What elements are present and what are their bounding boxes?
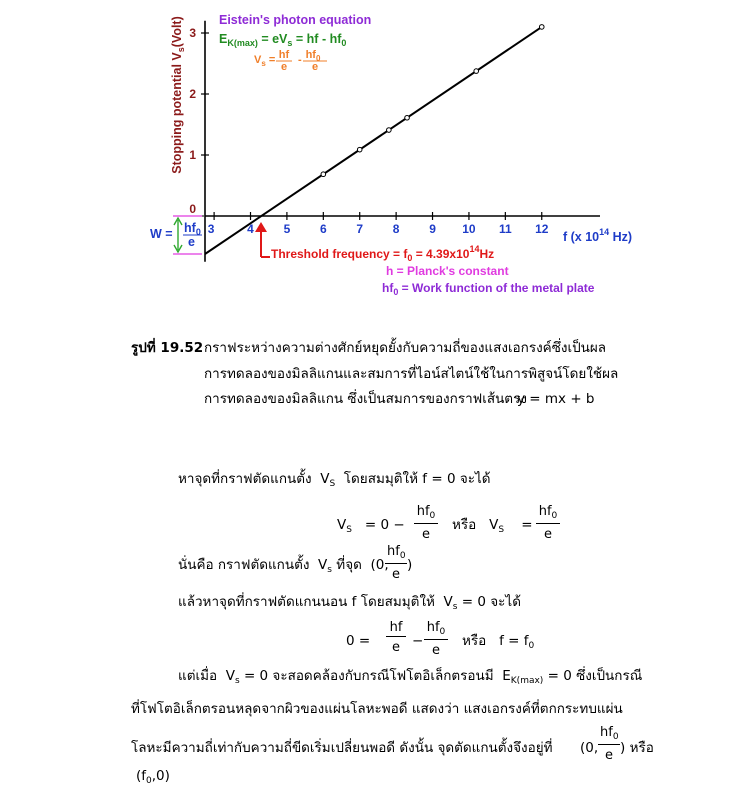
work-function-label (150, 221, 202, 249)
svg-text:hf0: $hf_0$ (184, 221, 201, 237)
caption-line-2: การทดลองของมิลลิแกนและสมการที่ไอน์สไตน์ใช้ในการพิสูจน์โดยใช้ผล (204, 366, 619, 382)
chart-title: Eistein's photon equation (219, 13, 372, 27)
fraction-hf-over-e: $\frac{hf}{e}$ (386, 621, 406, 654)
equation-vs-intercept: $V_S$ = 0 − (337, 517, 405, 535)
planck-note: h = Planck's constant (386, 264, 509, 278)
body-para-5: ที่โฟโตอิเล็กตรอนหลุดจากผิวของแผ่นโลหะพอดี แสดงว่า แสงเอกรงค์ที่ตกกระทบแผ่น (131, 701, 623, 717)
fraction-hf0-over-e: $\frac{hf_0}{e}$ (414, 505, 438, 541)
x-tick-label: 7 (356, 222, 364, 236)
caption-line-1: กราฟระหว่างความต่างศักย์หยุดยั้งกับความถี่ของแสงเอกรงค์ซึ่งเป็นผล (204, 340, 607, 356)
work-function-note: $hf_0$ = Work function of the metal plate (382, 281, 595, 297)
svg-text:e: e (311, 61, 319, 73)
body-para-7: $(f_0,0)$ (136, 768, 170, 786)
data-point (539, 25, 544, 30)
body-para-2: นั่นคือ กราฟตัดแกนตั้ง $V_s$ ที่จุด (0, (178, 557, 389, 575)
point-open: (0, (580, 740, 599, 756)
fraction-hf0-over-e-2: $\frac{hf_0}{e}$ (536, 505, 560, 541)
x-tick-label: 4 (247, 222, 254, 236)
svg-text:Vs =: $V_s$ = (254, 54, 276, 68)
y-axis-label: Stopping potential $V_s(Volt)$ (170, 16, 186, 174)
svg-text:hf0: $hf_0$ (305, 49, 321, 63)
x-tick-label: 5 (283, 222, 291, 236)
point-close-or: ) หรือ (620, 740, 654, 756)
svg-text:e: e (188, 235, 195, 249)
equation-ek: $E_{K(max)} = eV_s$ = hf - $hf_0$ (219, 32, 347, 48)
svg-text:-: - (298, 54, 302, 66)
x-tick-label: 10 (462, 222, 476, 236)
photoelectric-graph (0, 0, 750, 300)
caption-line-3: การทดลองของมิลลิแกน ซึ่งเป็นสมการของกราฟเส้นตรง (204, 391, 527, 407)
y-tick-label: 3 (189, 26, 196, 40)
y-tick-label: 1 (189, 148, 196, 162)
equation-threshold-lhs: 0 = (346, 633, 371, 649)
body-para-1: หาจุดที่กราฟตัดแกนตั้ง $V_S$ โดยสมมุติให้ f = 0 จะได้ (178, 471, 491, 489)
fraction-final-point: $\frac{hf_0}{e}$ (600, 725, 619, 763)
equation-threshold-minus: − (412, 633, 424, 649)
x-tick-label: 3 (207, 222, 215, 236)
y-tick-label: 0 (189, 202, 196, 216)
data-point (321, 172, 326, 177)
equation-vs (254, 49, 327, 73)
threshold-label: Threshold frequency = $f_0 = 4.39x10^{14}Hz$ (271, 244, 495, 263)
data-point (387, 128, 392, 133)
data-point (405, 115, 410, 120)
x-tick-label: 12 (535, 222, 549, 236)
x-tick-label: 9 (429, 222, 436, 236)
fraction-intercept-point: $\frac{hf_0}{e}$ (387, 544, 406, 582)
fraction-hf0-over-e-3: $\frac{hf_0}{e}$ (424, 621, 448, 657)
svg-text:hf: hf (278, 49, 290, 61)
body-para-3: แล้วหาจุดที่กราฟตัดแกนนอน f โดยสมมุติให้ $V_s = 0$ จะได้ (178, 594, 521, 612)
svg-text:e: e (280, 61, 288, 73)
equation-vs-intercept-alt: หรือ $V_S$ = (452, 517, 533, 535)
body-para-4: แต่เมื่อ $V_s = 0$ จะสอดคล้องกับกรณีโฟโตอิเล็กตรอนมี $E_{K(max)} = 0$ ซึ่งเป็นกรณี (178, 668, 643, 686)
figure-label: รูปที่ 19.52 (131, 340, 204, 356)
data-point (357, 147, 362, 152)
y-tick-label: 2 (189, 87, 196, 101)
threshold-arrow-head (255, 222, 267, 232)
x-axis-label: f (x $10^{14}$ Hz) (563, 227, 633, 244)
x-tick-label: 6 (319, 222, 327, 236)
x-tick-label: 11 (499, 222, 512, 236)
caption-line-equation: y = mx + b (517, 391, 595, 407)
paren-close: ) (407, 557, 413, 573)
x-tick-label: 8 (392, 222, 400, 236)
svg-text:W =: W = (150, 227, 173, 241)
body-para-6: โลหะมีความถี่เท่ากับความถี่ขีดเริ่มเปลี่ยนพอดี ดังนั้น จุดตัดแกนตั้งจึงอยู่ที่ (131, 740, 553, 756)
equation-threshold-result: หรือ $f = f_0$ (462, 633, 535, 651)
data-point (474, 69, 479, 74)
